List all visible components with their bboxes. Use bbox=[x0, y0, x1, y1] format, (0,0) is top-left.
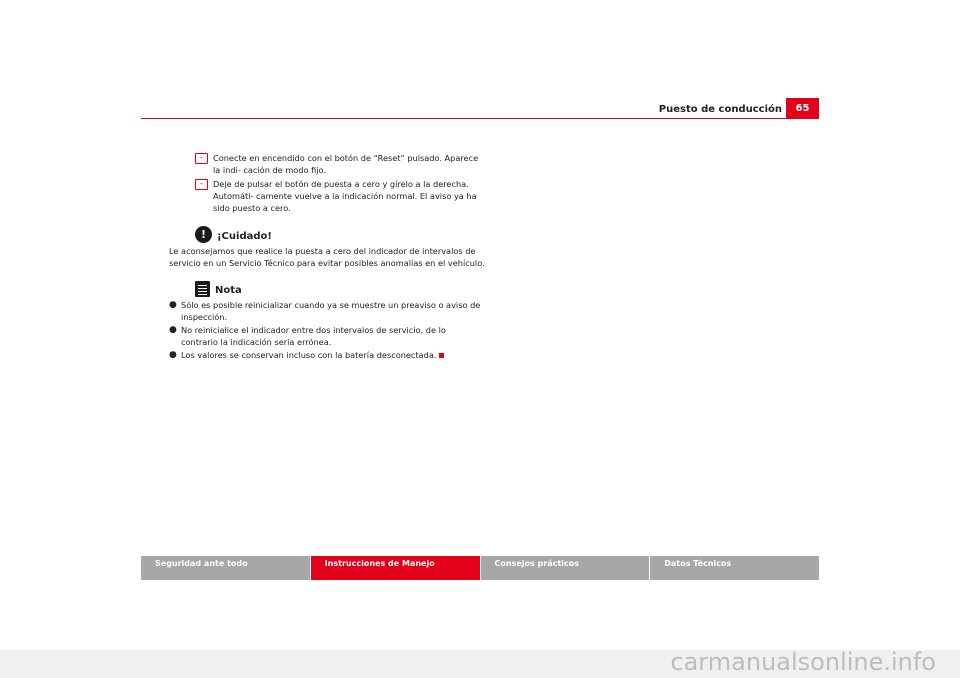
footer-nav bbox=[141, 556, 819, 580]
step-item bbox=[195, 178, 485, 214]
note-heading bbox=[195, 281, 485, 297]
list-item bbox=[169, 324, 485, 348]
main-content bbox=[169, 152, 485, 361]
tab-seguridad[interactable]: Seguridad ante todo bbox=[141, 556, 311, 580]
caution-text: Le aconsejamos que realice la puesta a cero del indicador de intervalos de servicio en un Servicio Técnico para evitar posibles anomalías en el vehículo. bbox=[169, 246, 485, 268]
list-item bbox=[169, 349, 485, 361]
warning-icon: ! bbox=[195, 226, 212, 243]
note-icon bbox=[195, 281, 210, 297]
bullet-icon: ● bbox=[169, 350, 177, 360]
note-block bbox=[169, 281, 485, 361]
note-title: Nota bbox=[215, 285, 242, 296]
tab-instrucciones[interactable]: Instrucciones de Manejo bbox=[311, 556, 481, 580]
bullet-text: Sólo es posible reinicializar cuando ya se muestre un preaviso o aviso de inspección. bbox=[181, 300, 481, 322]
tab-datos[interactable]: Datos Técnicos bbox=[650, 556, 819, 580]
page-number: 65 bbox=[786, 98, 819, 119]
page-title: Puesto de conducción bbox=[658, 104, 782, 115]
header-divider bbox=[141, 118, 819, 119]
end-of-section-icon bbox=[439, 353, 444, 358]
step-text: Conecte en encendido con el botón de “Reset” pulsado. Aparece la indi- cación de modo fijo. bbox=[213, 153, 479, 175]
bullet-text: Los valores se conservan incluso con la batería desconectada. bbox=[181, 350, 437, 360]
step-marker-icon: - bbox=[195, 179, 208, 190]
caution-heading bbox=[195, 226, 485, 243]
step-item bbox=[195, 152, 485, 176]
caution-block bbox=[169, 226, 485, 269]
bullet-text: No reinicialice el indicador entre dos intervalos de servicio, de lo contrario la indicación sería errónea. bbox=[181, 325, 446, 347]
bullet-icon: ● bbox=[169, 325, 177, 335]
bullet-icon: ● bbox=[169, 300, 177, 310]
list-item bbox=[169, 299, 485, 323]
tab-consejos[interactable]: Consejos prácticos bbox=[481, 556, 651, 580]
step-text: Deje de pulsar el botón de puesta a cero y gírelo a la derecha. Automáti- camente vuelve a la indicación normal. El aviso ya ha sido puesto a cero. bbox=[213, 179, 477, 213]
caution-title: ¡Cuidado! bbox=[217, 231, 272, 242]
step-marker-icon: - bbox=[195, 153, 208, 164]
watermark: carmanualsonline.info bbox=[670, 648, 936, 676]
